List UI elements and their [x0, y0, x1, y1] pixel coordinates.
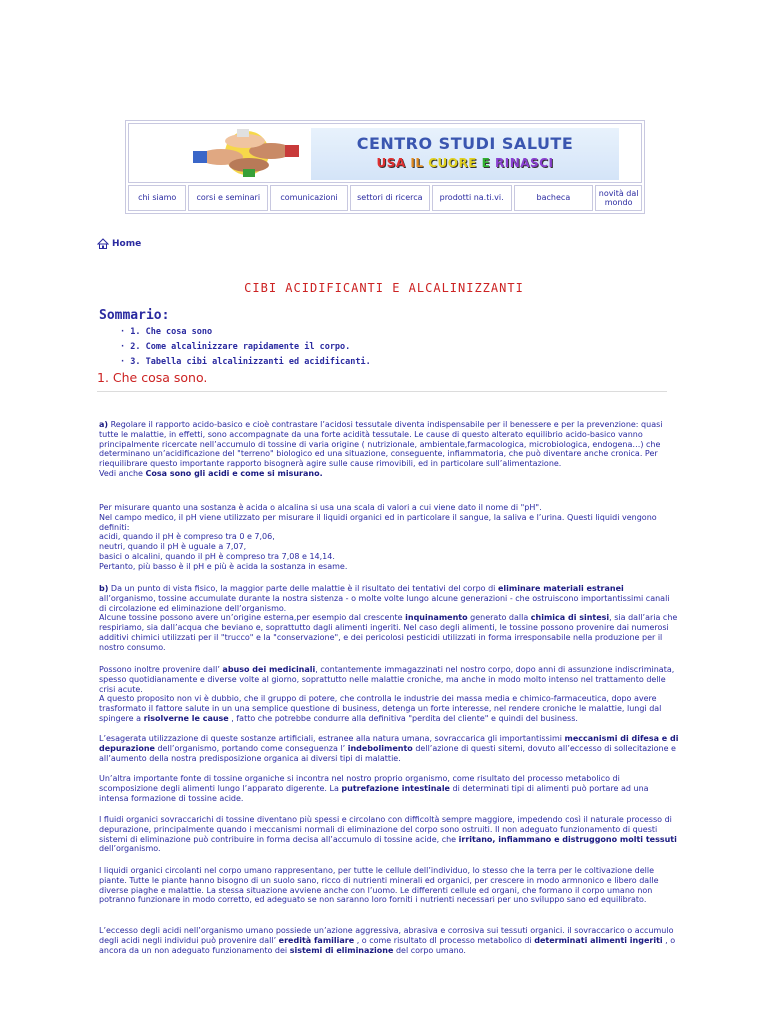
home-label: Home [112, 238, 142, 249]
bold: chimica di sintesi [530, 613, 610, 623]
slogan-word: E [481, 156, 491, 170]
sommario-title: Sommario: [99, 308, 170, 323]
ph-line: Nel campo medico, il pH viene utilizzato per misurare il liquidi organici ed in particolare il sangue, la saliva e l’urina. Questi liquidi vengono definiti: [99, 512, 657, 532]
logo-slogan [311, 156, 619, 170]
paragraph-f [99, 815, 679, 854]
paragraph-b [99, 584, 679, 653]
paragraph-ph [99, 503, 679, 572]
toc-item-2[interactable]: · 2. Come alcalinizzare rapidamente il corpo. [120, 342, 351, 352]
text: Alcune tossine possono avere un’origine esterna,per esempio dal crescente [99, 613, 406, 623]
text: Possono inoltre provenire dall’ [99, 665, 223, 674]
text: Un’altra importante fonte di tossine organiche si incontra nel nostro proprio organismo, come risultato del processo metabolico di scomposizione degli alimenti lungo l’apparato digerente. La [99, 774, 620, 793]
paragraph-h [99, 926, 679, 955]
text: L’esagerata utilizzazione di queste sostanze artificiali, estranee alla natura umana, sovraccarica gli importantissimi [99, 734, 565, 743]
logo-title: CENTRO STUDI SALUTE [356, 134, 574, 153]
text: Regolare il rapporto acido-basico e cioè contrastare l’acidosi tessutale diventa indispensabile per il benessere e per la prevenzione: quasi tutte le malattie, in effetti, sono accompagnate da una forte acidità tessutale. Le cause di questo alterato equilibrio acido-basico vanno principalmente ricercate nell’accumulo di tossine di varia origine ( nutrizionale, ambientale,farmacologica, microbiologica, endogena…) che determinano un’acidificazione del "terreno" biologico ed una situazione, conseguente, infiammatoria, che può diventare anche cronica. Per riequilibrare questo importante rapporto bisognerà agire sulle cause rimovibili, ed in particolare sull’alimentazione. [99, 420, 663, 469]
text: Vedi anche [99, 468, 146, 478]
bold: indebolimento [347, 743, 413, 753]
label-a: a) [99, 420, 109, 429]
link-acidi[interactable]: Cosa sono gli acidi e come si misurano. [145, 468, 323, 478]
paragraph-e [99, 774, 679, 803]
paragraph-g [99, 866, 679, 905]
paragraph-c [99, 665, 679, 724]
section-1-title: 1. Che cosa sono. [97, 370, 667, 392]
nav-bacheca[interactable]: bacheca [514, 185, 594, 211]
bold: meccanismi di difesa e di depurazione [99, 734, 679, 753]
text: A questo proposito non vi è dubbio, che il gruppo di potere, che controlla le industrie dei massa media e chimico-farmaceutica, dopo avere trasformato il fattore salute in un una semplice questione di business, detenga un forte interesse, nel rendere croniche le malattie, lungi dal spingere a [99, 694, 662, 723]
text: Da un punto di vista fisico, la maggior parte delle malattie è il risultato dei tentativi del corpo di [108, 584, 498, 593]
ph-line: neutri, quando il pH è uguale a 7,07, [99, 542, 247, 552]
bold: determinati alimenti ingeriti [534, 935, 663, 945]
ph-line: acidi, quando il pH è compreso tra 0 e 7,06, [99, 532, 275, 542]
text: , sia dall’aria che respiriamo, sia dall’acqua che beviano e, soprattutto dagli alimenti ingeriti. Nel caso degli alimenti, le tossine possono provenire dai numerosi additivi chimici utilizzati per il "trucco" e la "conservazione", e dei pericolosi pesticidi utilizzati in forma irresponsabile nella produzione per il nostro consumo. [99, 613, 678, 652]
toc-item-1[interactable]: · 1. Che cosa sono [120, 327, 213, 337]
main-nav [128, 185, 642, 211]
nav-settori-di-ricerca[interactable]: settori di ricerca [350, 185, 430, 211]
bold: eliminare materiali estranei [497, 584, 624, 593]
text: L’eccesso degli acidi nell’organismo umano possiede un’azione aggressiva, abrasiva e corrosiva sui tessuti organici. il sovraccarico o accumulo degli acidi negli individui può provenire dall’ [99, 926, 674, 945]
table-of-contents [120, 325, 371, 370]
nav-corsi-e-seminari[interactable]: corsi e seminari [188, 185, 268, 211]
text: , o come risultato dl processo metabolico di [354, 935, 535, 945]
nav-chi-siamo[interactable]: chi siamo [128, 185, 186, 211]
nav-comunicazioni[interactable]: comunicazioni [270, 185, 348, 211]
text: dell’organismo. [99, 844, 161, 854]
bold: sistemi di eliminazione [289, 945, 394, 955]
banner-header [128, 123, 642, 183]
home-icon [97, 238, 109, 249]
text: dell’organismo, portando come conseguenza l’ [154, 743, 348, 753]
nav-novita-dal-mondo[interactable]: novità dal mondo [595, 185, 642, 211]
ph-line: Pertanto, più basso è il pH e più è acida la sostanza in esame. [99, 561, 348, 571]
toc-item-3[interactable]: · 3. Tabella cibi alcalinizzanti ed acidificanti. [120, 357, 371, 367]
bold: abuso dei medicinali [222, 665, 316, 674]
text: , o ancora da un non adeguato funzionamento dei [99, 935, 676, 955]
text: del corpo umano. [393, 945, 466, 955]
slogan-word: CUORE [428, 156, 477, 170]
site-banner [125, 120, 645, 214]
text: dell’azione di questi sitemi, dovuto all’eccesso di sollecitazione e all’aumento della nostra predisposizione organica ai diversi tipi di malattie. [99, 743, 676, 763]
text: I liquidi organici circolanti nel corpo umano rappresentano, per tutte le cellule dell’individuo, lo stesso che la terra per le coltivazione delle piante. Tutte le piante hanno bisogno di un suolo sano, ricco di nutrienti minerali ed organici, per crescere in modo armnonico e libero dalle diverse piaghe e malattie. La stessa situazione avviene anche con l’uomo. Le differenti cellule ed organi, che formano il corpo umano non potranno funzionare in modo corretto, ed adeguato se non saranno loro forniti i nutrienti necessari per uno sviluppo sano ed equilibrato. [99, 866, 659, 905]
paragraph-d [99, 734, 679, 763]
text: all’organismo, tossine accumulate durante la nostra sistenza - o molte volte lungo alcune generazioni - che ostruiscono importantissimi canali di circolazione ed eliminazione dell’organismo. [99, 593, 670, 613]
ph-line: Per misurare quanto una sostanza è acida o alcalina si usa una scala di valori a cui viene dato il nome di "pH". [99, 503, 542, 512]
bold: irritano, infiammano e distruggono molti tessuti [458, 834, 677, 844]
bold: eredità familiare [278, 935, 355, 945]
label-b: b) [99, 584, 109, 593]
bold: risolverne le cause [143, 713, 229, 723]
text: di determinati tipi di alimenti può portare ad una intensa formazione di tossine acide. [99, 783, 649, 803]
nav-prodotti-nativi[interactable]: prodotti na.ti.vi. [432, 185, 512, 211]
paragraph-a [99, 420, 679, 479]
text: I fluidi organici sovraccarichi di tossine diventano più spessi e circolano con difficoltà sempre maggiore, impedendo così il naturale processo di depurazione, principalmente quando i meccanismi normali di eliminazione del corpo sono ostruiti. Il non adeguato funzionamento di questi sistemi di eliminazione può contribuire in forma decisa all’accumulo di tossine acide, che [99, 815, 672, 844]
page-title: CIBI ACIDIFICANTI E ALCALINIZZANTI [244, 281, 524, 295]
text: , fatto che potrebbe condurre alla definitiva "perdita del cliente" e quindi del business. [228, 713, 578, 723]
bold: inquinamento [405, 613, 468, 623]
bold: putrefazione intestinale [341, 783, 450, 793]
hands-logo-image [187, 127, 305, 179]
text: , contantemente immagazzinati nel nostro corpo, dopo anni di assunzione indiscriminata, spesso quotidianamente e diverse volte al giorno, soprattutto nelle malattie croniche, ma anche in modo molto intenso nel trattamento delle crisi acute. [99, 665, 675, 694]
text: generato dalla [467, 613, 531, 623]
slogan-word: RINASCI [495, 156, 554, 170]
ph-line: basici o alcalini, quando il pH è compreso tra 7,08 e 14,14. [99, 551, 335, 561]
slogan-word: IL [410, 156, 424, 170]
home-link[interactable] [97, 238, 141, 249]
centro-studi-salute-logo [311, 128, 619, 180]
slogan-word: USA [376, 156, 406, 170]
